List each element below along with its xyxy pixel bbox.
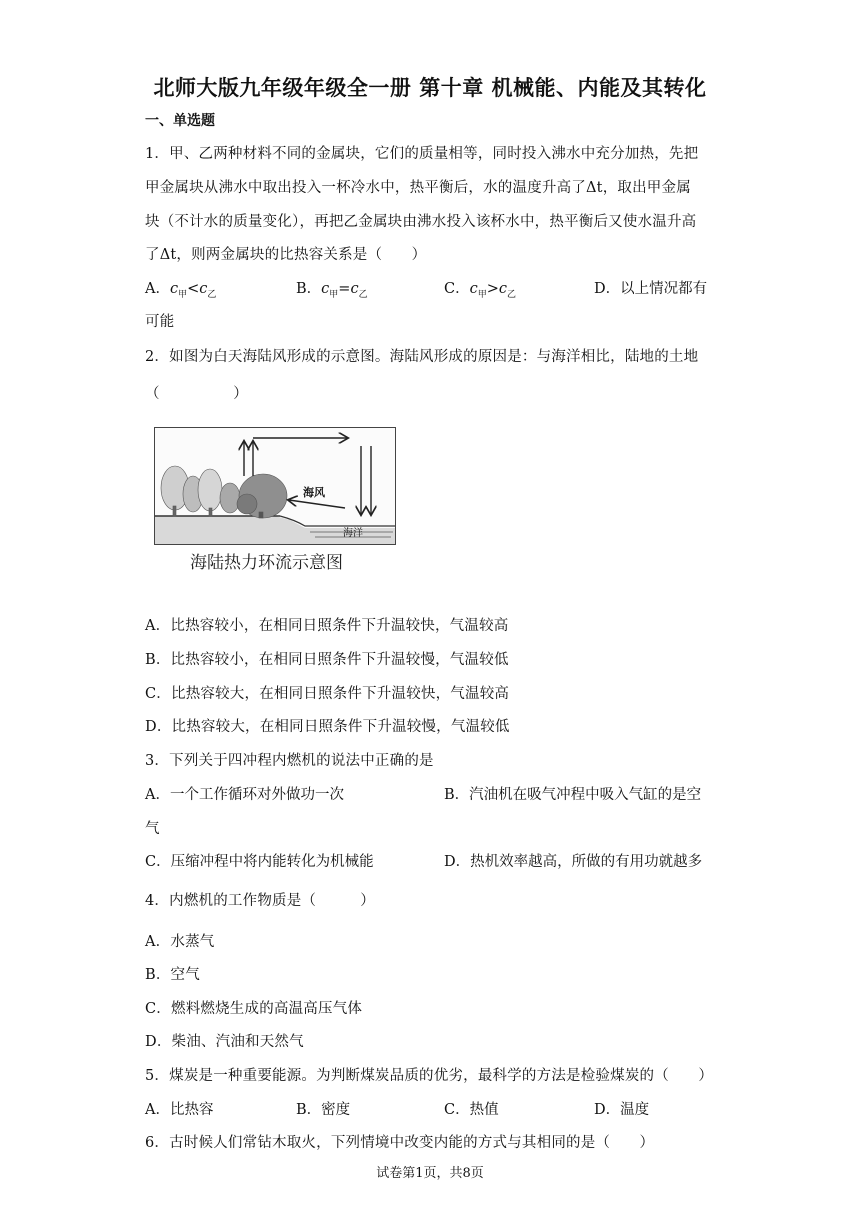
q1-option-c: C．$c_甲>c_乙$ <box>444 281 517 300</box>
wind-label: 海风 <box>303 486 325 499</box>
q2-option-c: C．比热容较大，在相同日照条件下升温较快，气温较高 <box>145 686 510 702</box>
section-heading: 一、单选题 <box>145 113 215 129</box>
q2-option-d: D．比热容较大，在相同日照条件下升温较慢，气温较低 <box>145 719 510 735</box>
q1-line-2: 甲金属块从沸水中取出投入一杯冷水中，热平衡后，水的温度升高了Δt，取出甲金属 <box>145 180 691 196</box>
sea-land-breeze-diagram <box>155 428 395 544</box>
q3-option-b: B．汽油机在吸气冲程中吸入气缸的是空 <box>444 787 702 803</box>
q4-option-b: B．空气 <box>145 967 200 983</box>
q5-option-c: C．热值 <box>444 1102 499 1118</box>
sinking-air-arrows <box>361 446 371 514</box>
trees-cluster <box>161 466 287 518</box>
q1-option-d: D．以上情况都有 <box>594 281 708 297</box>
q3-option-d: D．热机效率越高，所做的有用功就越多 <box>444 854 703 870</box>
q2-line-1: 2．如图为白天海陆风形成的示意图。海陆风形成的原因是：与海洋相比，陆地的土地 <box>145 349 699 365</box>
q4-option-c: C．燃料燃烧生成的高温高压气体 <box>145 1001 363 1017</box>
sea-breeze-arrow <box>289 500 345 508</box>
page-title: 北师大版九年级年级全一册 第十章 机械能、内能及其转化 <box>153 76 707 100</box>
q1-line-3: 块（不计水的质量变化），再把乙金属块由沸水投入该杯水中，热平衡后又使水温升高 <box>145 214 697 230</box>
q6-stem: 6．古时候人们常钻木取火，下列情境中改变内能的方式与其相同的是（ ） <box>145 1135 655 1151</box>
q4-option-a: A．水蒸气 <box>145 934 215 950</box>
q2-line-2: （ ） <box>145 386 248 402</box>
q1-line-1: 1．甲、乙两种材料不同的金属块，它们的质量相等，同时投入沸水中充分加热，先把 <box>145 146 699 162</box>
rising-air-arrows <box>244 442 253 476</box>
q3-stem: 3．下列关于四冲程内燃机的说法中正确的是 <box>145 753 434 769</box>
q2-option-a: A．比热容较小，在相同日照条件下升温较快，气温较高 <box>145 618 509 634</box>
q1-option-d-cont: 可能 <box>145 314 175 330</box>
q1-option-a: A．$c_甲<c_乙$ <box>145 281 217 300</box>
q4-option-d: D．柴油、汽油和天然气 <box>145 1034 304 1050</box>
page-footer: 试卷第1页，共8页 <box>376 1166 484 1181</box>
q5-option-b: B．密度 <box>296 1102 351 1118</box>
q3-option-c: C．压缩冲程中将内能转化为机械能 <box>145 854 374 870</box>
q1-line-4: 了Δt，则两金属块的比热容关系是（ ） <box>145 247 427 263</box>
q2-option-b: B．比热容较小，在相同日照条件下升温较慢，气温较低 <box>145 652 509 668</box>
q1-option-b: B．$c_甲=c_乙$ <box>296 281 368 300</box>
q3-option-b-cont: 气 <box>145 821 160 837</box>
figure-caption: 海陆热力环流示意图 <box>190 553 343 573</box>
q5-option-a: A．比热容 <box>145 1102 214 1118</box>
q4-stem: 4．内燃机的工作物质是（ ） <box>145 893 375 909</box>
q3-option-a: A．一个工作循环对外做功一次 <box>145 787 344 803</box>
sea-label: 海洋 <box>343 528 363 539</box>
q5-stem: 5．煤炭是一种重要能源。为判断煤炭品质的优劣，最科学的方法是检验煤炭的（ ） <box>145 1068 714 1084</box>
q5-option-d: D．温度 <box>594 1102 650 1118</box>
sea-land-breeze-figure <box>154 427 396 545</box>
